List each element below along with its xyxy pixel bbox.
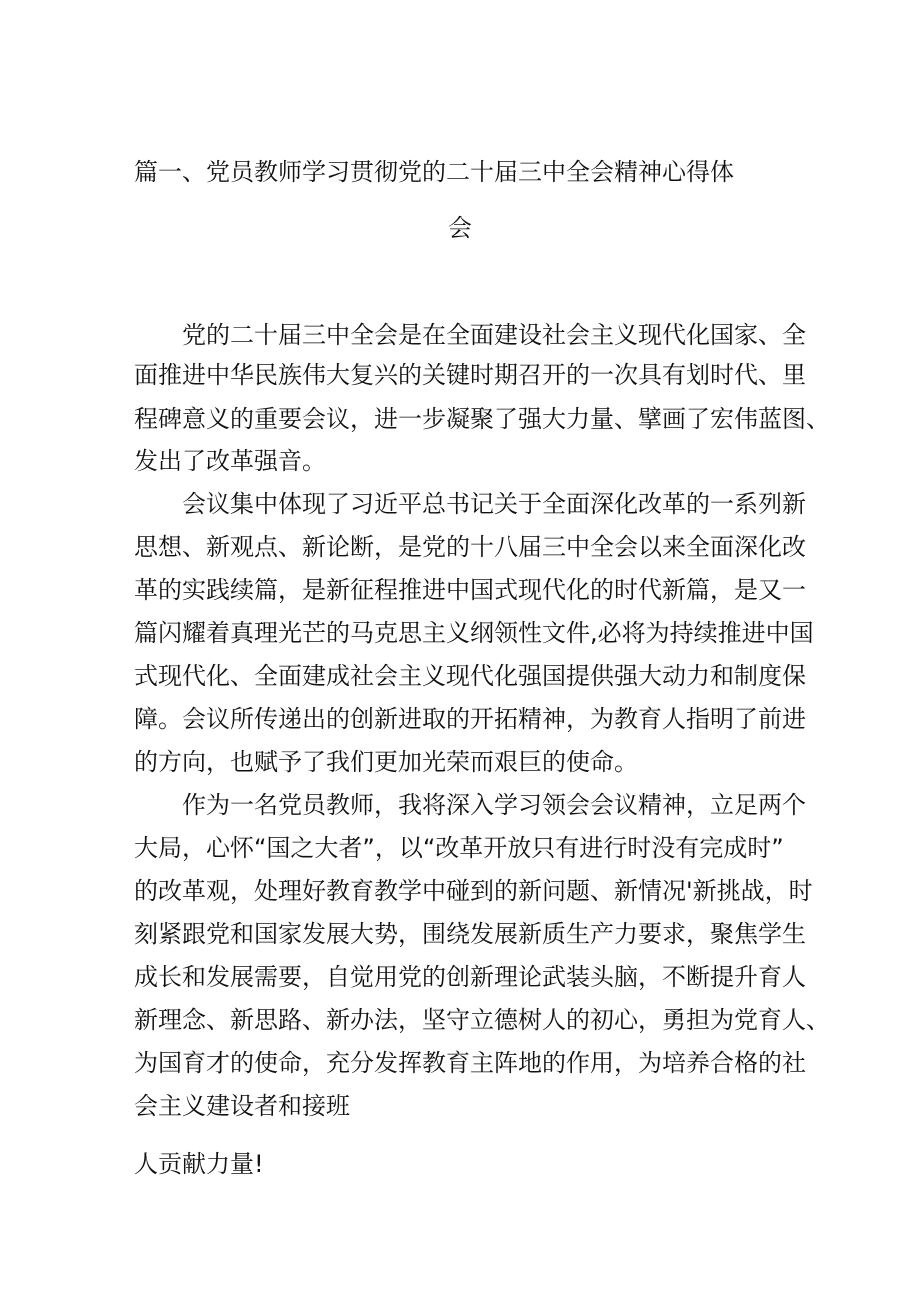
paragraph-3-line-4: 刻紧跟党和国家发展大势，围绕发展新质生产力要求，聚焦学生 xyxy=(134,920,806,948)
paragraph-3-line-1: 作为一名党员教师，我将深入学习领会会议精神，立足两个 xyxy=(134,791,806,819)
paragraph-3-line-2: 大局，心怀“国之大者”，以“改革开放只有进行时没有完成时” xyxy=(134,834,784,862)
paragraph-1-line-1: 党的二十届三中全会是在全面建设社会主义现代化国家、全 xyxy=(134,321,806,349)
paragraph-1-line-2: 面推进中华民族伟大复兴的关键时期召开的一次具有划时代、里 xyxy=(134,361,806,389)
paragraph-3-line-3: 的改革观，处理好教育教学中碰到的新问题、新情况'新挑战，时 xyxy=(134,877,813,905)
paragraph-2-line-5: 式现代化、全面建成社会主义现代化强国提供强大动力和制度保 xyxy=(134,662,806,690)
paragraph-3-line-7: 为国育才的使命，充分发挥教育主阵地的作用，为培养合格的社 xyxy=(134,1049,806,1077)
paragraph-2-line-1: 会议集中体现了习近平总书记关于全面深化改革的一系列新 xyxy=(134,490,806,518)
paragraph-1-line-4: 发出了改革强音。 xyxy=(134,447,326,475)
paragraph-3-line-9: 人贡献力量! xyxy=(134,1150,264,1178)
paragraph-2-line-4: 篇闪耀着真理光芒的马克思主义纲领性文件,必将为持续推进中国 xyxy=(134,619,814,647)
paragraph-2-line-7: 的方向，也赋予了我们更加光荣而艰巨的使命。 xyxy=(134,748,638,776)
paragraph-3-line-6: 新理念、新思路、新办法，坚守立德树人的初心，勇担为党育人、 xyxy=(134,1006,830,1034)
paragraph-2-line-6: 障。会议所传递出的创新进取的开拓精神，为教育人指明了前进 xyxy=(134,705,806,733)
document-title-line-1: 篇一、党员教师学习贯彻党的二十届三中全会精神心得体 xyxy=(134,158,734,186)
paragraph-3-line-8: 会主义建设者和接班 xyxy=(134,1092,350,1120)
paragraph-2-line-3: 革的实践续篇，是新征程推进中国式现代化的时代新篇，是又一 xyxy=(134,576,806,604)
paragraph-2-line-2: 思想、新观点、新论断，是党的十八届三中全会以来全面深化改 xyxy=(134,533,806,561)
paragraph-1-line-3: 程碑意义的重要会议，进一步凝聚了强大力量、擘画了宏伟蓝图、 xyxy=(134,405,830,433)
document-title-line-2: 会 xyxy=(448,214,472,242)
paragraph-3-line-5: 成长和发展需要，自觉用党的创新理论武装头脑，不断提升育人 xyxy=(134,963,806,991)
